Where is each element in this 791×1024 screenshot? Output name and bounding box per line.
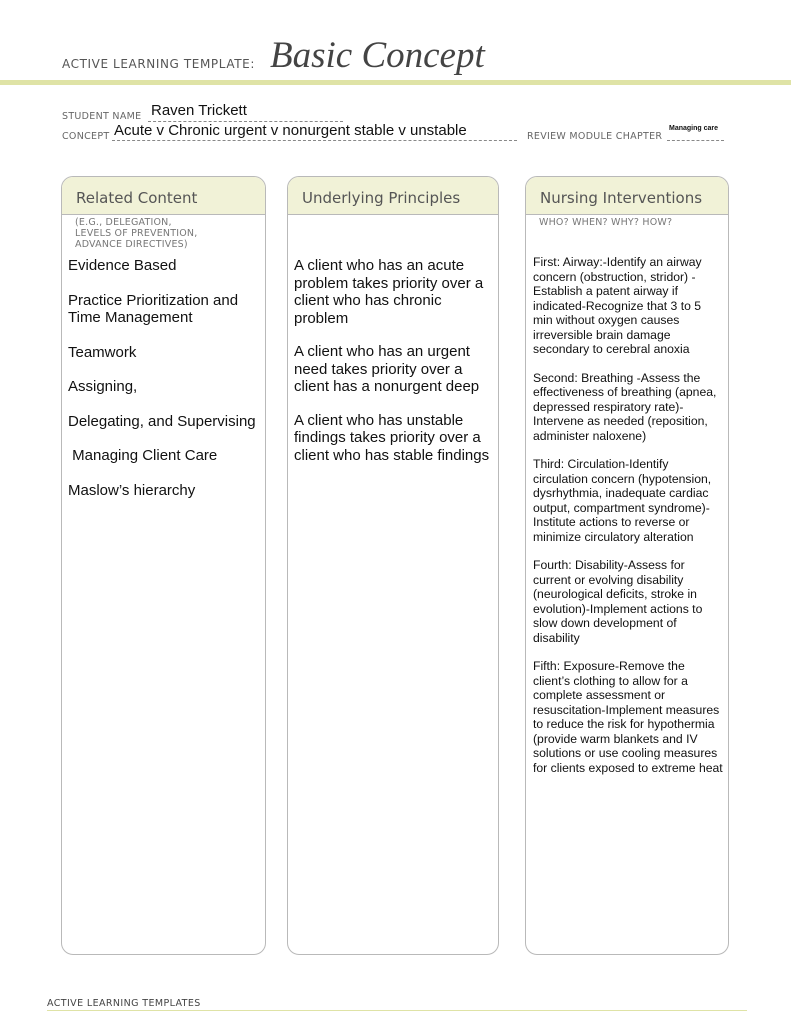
underlying-principles-title: Underlying Principles bbox=[288, 177, 498, 215]
student-name-field[interactable]: Raven Trickett bbox=[151, 102, 247, 119]
review-module-label: REVIEW MODULE CHAPTER bbox=[527, 131, 663, 142]
page-title: Basic Concept bbox=[270, 35, 485, 76]
list-item: Managing Client Care bbox=[68, 447, 218, 464]
nursing-interventions-title: Nursing Interventions bbox=[526, 177, 728, 215]
list-item: A client who has an acute problem takes priority over a client who has chronic problem bbox=[294, 257, 484, 327]
list-item: A client who has an urgent need takes priority over a client has a nonurgent deep bbox=[294, 343, 480, 395]
review-module-field[interactable]: Managing care bbox=[669, 125, 719, 132]
list-item: Evidence Based bbox=[68, 257, 177, 274]
related-content-subtitle: (E.G., DELEGATION, LEVELS OF PREVENTION, ADVANCE DIRECTIVES) bbox=[75, 217, 198, 250]
list-item: Teamwork bbox=[68, 343, 137, 361]
list-item: A client who has unstable findings takes priority over a client who has stable findings bbox=[294, 411, 490, 464]
concept-label: CONCEPT bbox=[62, 131, 110, 142]
footer-rule bbox=[47, 1010, 747, 1011]
review-module-underline bbox=[667, 140, 724, 141]
related-content-title: Related Content bbox=[62, 177, 265, 215]
nursing-interventions-list bbox=[533, 255, 723, 789]
nursing-interventions-subtitle: WHO? WHEN? WHY? HOW? bbox=[539, 217, 673, 228]
list-item: Practice Prioritization and Time Management bbox=[68, 291, 239, 326]
list-item: First: Airway:-Identify an airway concern (obstruction, stridor) -Establish a patent airway if indicated-Recognize that 3 to 5 min without oxygen causes irreversible brain damage secondary to cerebral anoxia bbox=[533, 255, 702, 356]
concept-underline bbox=[112, 140, 517, 141]
list-item: Delegating, and Supervising bbox=[68, 412, 256, 430]
list-item: Fifth: Exposure-Remove the client’s clothing to allow for a complete assessment or resuscitation-Implement measures to reduce the risk for hypothermia (provide warm blankets and IV solutions or use cooling measures for clients exposed to extreme heat bbox=[533, 659, 723, 775]
list-item: Second: Breathing -Assess the effectiveness of breathing (apnea, depressed respiratory rate)-Intervene as needed (reposition, administer naloxene) bbox=[533, 370, 717, 443]
footer-label: ACTIVE LEARNING TEMPLATES bbox=[47, 998, 201, 1009]
list-item: Assigning, bbox=[68, 378, 138, 395]
related-content-list bbox=[68, 257, 263, 516]
underlying-principles-list bbox=[294, 257, 499, 480]
list-item: Maslow’s hierarchy bbox=[68, 481, 196, 499]
page-header bbox=[0, 0, 791, 84]
concept-field[interactable]: Acute v Chronic urgent v nonurgent stable v unstable bbox=[114, 122, 467, 139]
list-item: Fourth: Disability-Assess for current or evolving disability (neurological deficits, stroke in evolution)-Implement actions to slow down development of disability bbox=[533, 558, 703, 645]
header-rule bbox=[0, 80, 791, 85]
template-label: ACTIVE LEARNING TEMPLATE: bbox=[62, 57, 255, 71]
list-item: Third: Circulation-Identify circulation concern (hypotension, dysrhythmia, inadequate cardiac output, compartment syndrome)-Institute actions to reverse or minimize circulatory alteration bbox=[533, 457, 712, 544]
student-name-label: STUDENT NAME bbox=[62, 111, 142, 122]
